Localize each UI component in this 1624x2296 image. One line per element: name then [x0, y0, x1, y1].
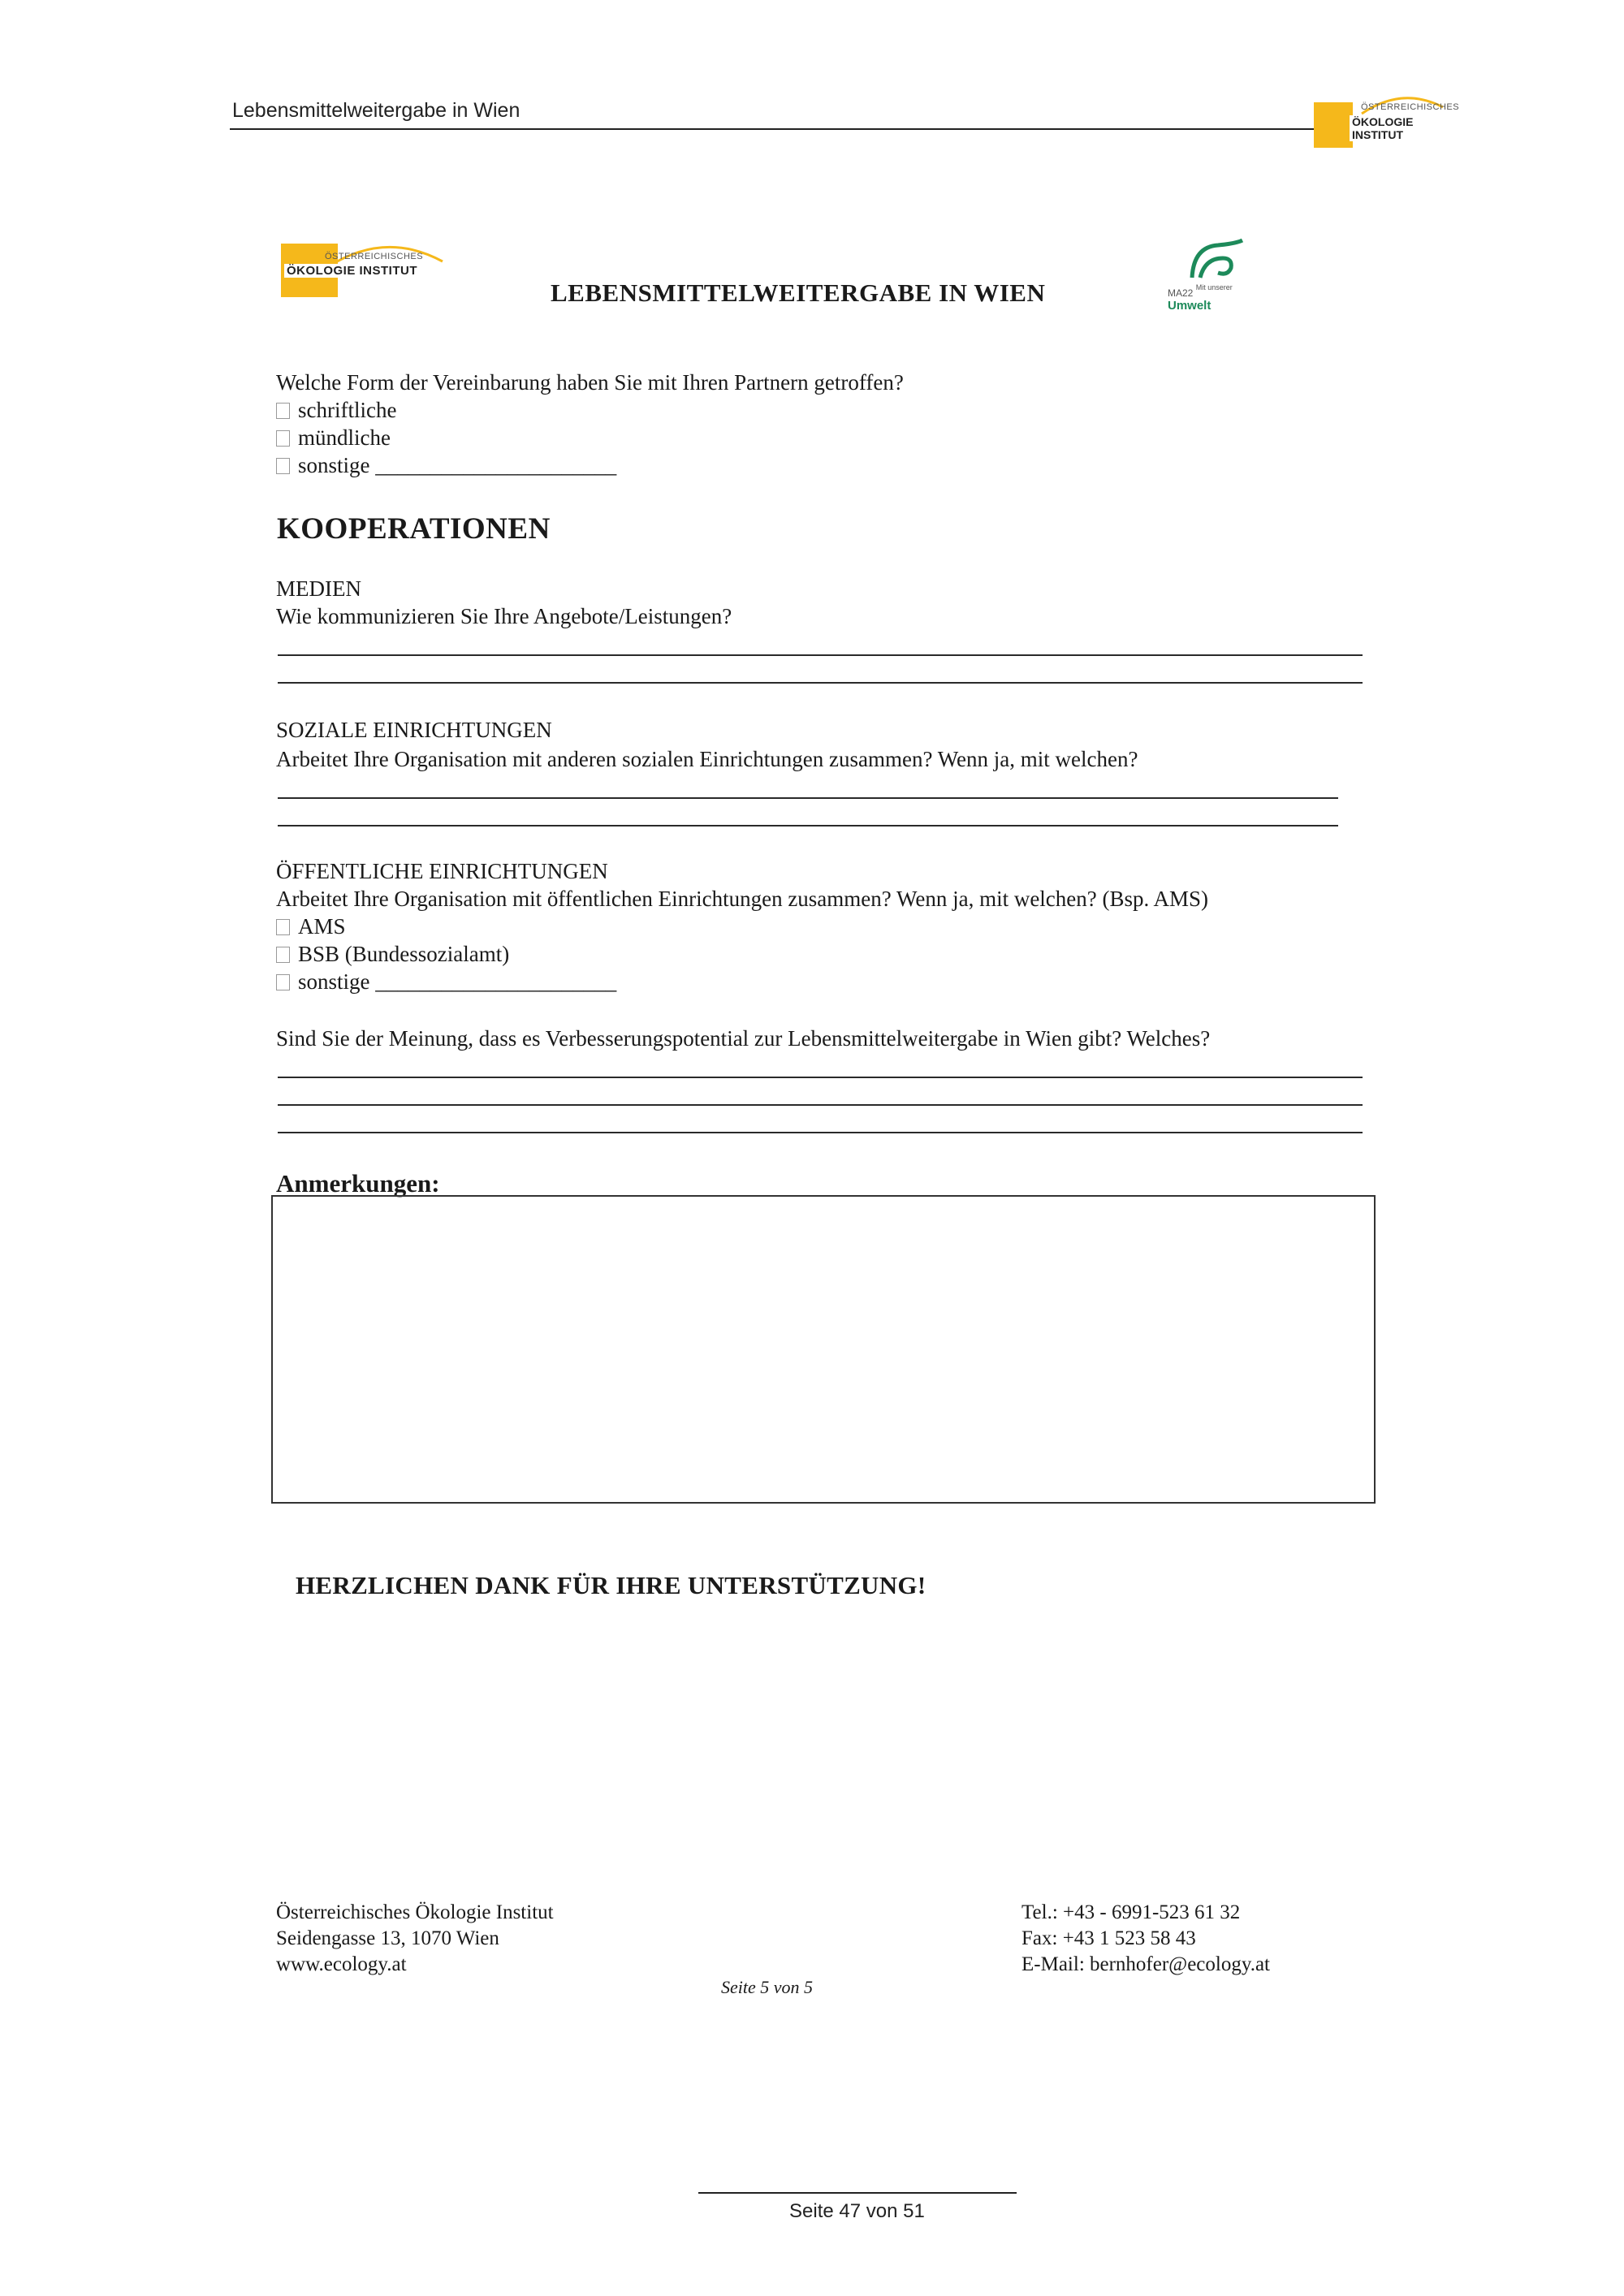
logo-line2: ÖKOLOGIE INSTITUT: [284, 264, 420, 278]
logo-block-icon: [1314, 102, 1353, 148]
answer-line[interactable]: [278, 797, 1338, 799]
form-title: LEBENSMITTELWEITERGABE IN WIEN: [551, 278, 1046, 307]
footer-email[interactable]: E-Mail: bernhofer@ecology.at: [1021, 1953, 1271, 1975]
logo-line1: ÖSTERREICHISCHES: [325, 252, 424, 261]
logo-small-line1: ÖSTERREICHISCHES: [1361, 102, 1460, 112]
oeffentliche-question: Arbeitet Ihre Organisation mit öffentlichen Einrichtungen zusammen? Wenn ja, mit welchen? (Bsp. AMS): [276, 887, 1209, 911]
soziale-label: SOZIALE EINRICHTUNGEN: [276, 718, 552, 742]
header-rule: [230, 128, 1444, 130]
footer-org: Österreichisches Ökologie Institut: [276, 1901, 554, 1923]
medien-question: Wie kommunizieren Sie Ihre Angebote/Leistungen?: [276, 604, 732, 628]
checkbox-icon[interactable]: [276, 947, 290, 963]
answer-line[interactable]: [278, 1132, 1363, 1133]
footer-tel: Tel.: +43 - 6991-523 61 32: [1021, 1901, 1241, 1923]
section-heading-kooperationen: KOOPERATIONEN: [277, 512, 551, 546]
answer-line[interactable]: [278, 654, 1363, 656]
oeffentliche-option-other[interactable]: sonstige ______________________: [276, 969, 616, 995]
page-number-rule: [698, 2192, 1017, 2194]
answer-line[interactable]: [278, 682, 1363, 684]
checkbox-icon[interactable]: [276, 974, 290, 990]
footer-fax: Fax: +43 1 523 58 43: [1021, 1927, 1196, 1949]
oeffentliche-label: ÖFFENTLICHE EINRICHTUNGEN: [276, 859, 608, 883]
checkbox-icon[interactable]: [276, 919, 290, 935]
soziale-question: Arbeitet Ihre Organisation mit anderen sozialen Einrichtungen zusammen? Wenn ja, mit welchen?: [276, 747, 1138, 771]
agreement-option-oral[interactable]: mündliche: [276, 425, 391, 451]
report-header-title: Lebensmittelweitergabe in Wien: [232, 99, 520, 122]
thanks-message: HERZLICHEN DANK FÜR IHRE UNTERSTÜTZUNG!: [296, 1571, 926, 1599]
agreement-option-other[interactable]: sonstige ______________________: [276, 453, 616, 478]
ma22-word: Umwelt: [1168, 299, 1212, 313]
ma22-prefix: MA22: [1168, 287, 1194, 299]
checkbox-icon[interactable]: [276, 403, 290, 419]
footer-address: Seidengasse 13, 1070 Wien: [276, 1927, 499, 1949]
footer-web[interactable]: www.ecology.at: [276, 1953, 407, 1975]
footer-org-block: [276, 1900, 554, 1978]
page-number: Seite 47 von 51: [789, 2200, 925, 2222]
agreement-option-written[interactable]: schriftliche: [276, 398, 396, 423]
ma22-logo: [1168, 237, 1265, 313]
answer-line[interactable]: [278, 825, 1338, 826]
oekologie-institut-logo: [276, 237, 447, 302]
verbesserung-question: Sind Sie der Meinung, dass es Verbesserungspotential zur Lebensmittelweitergabe in Wien gibt? Welches?: [276, 1026, 1211, 1051]
ma22-caption: [1168, 283, 1265, 313]
anmerkungen-textbox[interactable]: [271, 1195, 1376, 1504]
ma22-small: Mit unserer: [1195, 283, 1233, 291]
answer-line[interactable]: [278, 1104, 1363, 1106]
oeffentliche-option-bsb[interactable]: BSB (Bundessozialamt): [276, 942, 509, 967]
agreement-question: Welche Form der Vereinbarung haben Sie mit Ihren Partnern getroffen?: [276, 370, 904, 395]
ma22-emblem-icon: [1186, 237, 1250, 286]
logo-small-line2: ÖKOLOGIE INSTITUT: [1350, 115, 1447, 141]
checkbox-icon[interactable]: [276, 430, 290, 447]
oekologie-institut-logo-small: [1309, 91, 1460, 149]
footer-contact-block: [1021, 1900, 1270, 1978]
oeffentliche-option-ams[interactable]: AMS: [276, 914, 346, 939]
answer-line[interactable]: [278, 1077, 1363, 1078]
checkbox-icon[interactable]: [276, 458, 290, 474]
anmerkungen-label: Anmerkungen:: [276, 1169, 440, 1198]
medien-label: MEDIEN: [276, 576, 361, 601]
inner-page-number: Seite 5 von 5: [721, 1977, 814, 1997]
